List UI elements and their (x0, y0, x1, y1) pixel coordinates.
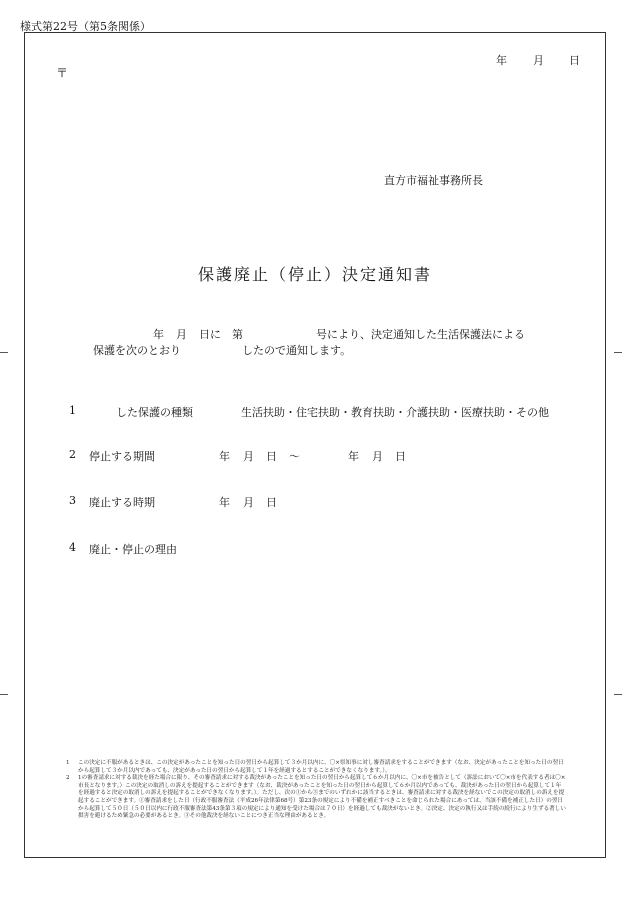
note-1-text: この決定に不服があるときは、この決定があったことを知った日の翌日から起算して３か月以内に、〇×県知事に対し審査請求をすることができます（なお、決定があったことを知った日の翌日から起算して３か月以内であっても、決定があった日の翌日から起算して１年を経過するとすることができなくなります。）。 (78, 760, 564, 774)
item-3-label: 廃止する時期 (89, 496, 155, 509)
issue-date-day: 日 (569, 54, 580, 67)
document-title: 保護廃止（停止）決定通知書 (197, 265, 432, 284)
item-1-label: した保護の種類 (116, 406, 193, 419)
item-2-start-day: 日 (266, 450, 277, 463)
item-2-end-year: 年 (348, 450, 359, 463)
note-1 (66, 760, 566, 775)
item-2-start-month: 月 (243, 450, 254, 463)
item-2-start-year: 年 (219, 450, 230, 463)
item-1-value: 生活扶助・住宅扶助・教育扶助・介護扶助・医療扶助・その他 (241, 406, 549, 419)
postal-mark: 〒 (56, 66, 69, 80)
body-year: 年 (153, 328, 164, 341)
item-4-number: 4 (69, 541, 76, 554)
right-margin-mark-bottom (614, 694, 622, 695)
item-2-label: 停止する期間 (89, 450, 155, 463)
issue-date-year: 年 (496, 54, 507, 67)
note-2-text: 1の審査請求に対する裁決を経た場合に限り、その審査請求に対する裁決があったことを知った日の翌日から起算して６か月以内に、〇×市を被告として（訴訟において〇×市を代表する者は〇×市長となります。）この決定の取消しの訴えを提起することができます（なお、裁決があったことを知った日の翌日から起算して６か月以内であっても、裁決があった日の翌日から起算して１年を経過すると決定の取消しの訴えを提起することができなくなります。）。ただし、次の①から③までのいずれかに該当するときは、審査請求に対する裁決を経ないでこの決定の取消しの訴えを提起することができます。①審査請求をした日（行政不服審査法（平成26年法律第68号）第23条の規定により不備を補正すべきことを命じられた場合にあっては、当該不備を補正した日）の翌日から起算して５０日（５０日以内に行政不服審査法第43条第３項の規定により通知を受けた場合は７０日）を経過しても裁決がないとき。②決定、決定の執行又は手続の続行により生ずる著しい損害を避けるため緊急の必要があるとき。③その他裁決を経ないことにつき正当な理由があるとき。 (78, 775, 566, 820)
left-margin-mark-bottom (0, 694, 8, 695)
right-margin-mark-top (614, 352, 622, 353)
issue-date-month: 月 (533, 54, 544, 67)
appeal-notes (66, 760, 566, 821)
body-day: 日に (199, 328, 221, 341)
item-2-tilde: ～ (289, 450, 300, 463)
note-2 (66, 775, 566, 821)
note-2-number: 2 (66, 775, 70, 782)
item-3-number: 3 (69, 494, 76, 507)
item-3-day: 日 (266, 496, 277, 509)
body-line1-rest: 号により、決定通知した生活保護法による (316, 328, 525, 341)
item-3-year: 年 (219, 496, 230, 509)
body-month: 月 (176, 328, 187, 341)
note-1-number: 1 (66, 760, 70, 766)
item-2-end-month: 月 (372, 450, 383, 463)
body-line2-part1: 保護を次のとおり (93, 344, 181, 357)
item-2-number: 2 (69, 448, 76, 461)
form-number-label: 様式第22号（第5条関係） (20, 20, 151, 33)
item-4-label: 廃止・停止の理由 (89, 543, 177, 556)
item-3-month: 月 (243, 496, 254, 509)
body-line2-part2: したので通知します。 (242, 344, 352, 357)
item-2-end-day: 日 (395, 450, 406, 463)
body-dai: 第 (232, 328, 243, 341)
document-frame (24, 32, 606, 858)
item-1-number: 1 (69, 404, 76, 417)
left-margin-mark-top (0, 352, 8, 353)
office-name: 直方市福祉事務所長 (384, 174, 483, 187)
